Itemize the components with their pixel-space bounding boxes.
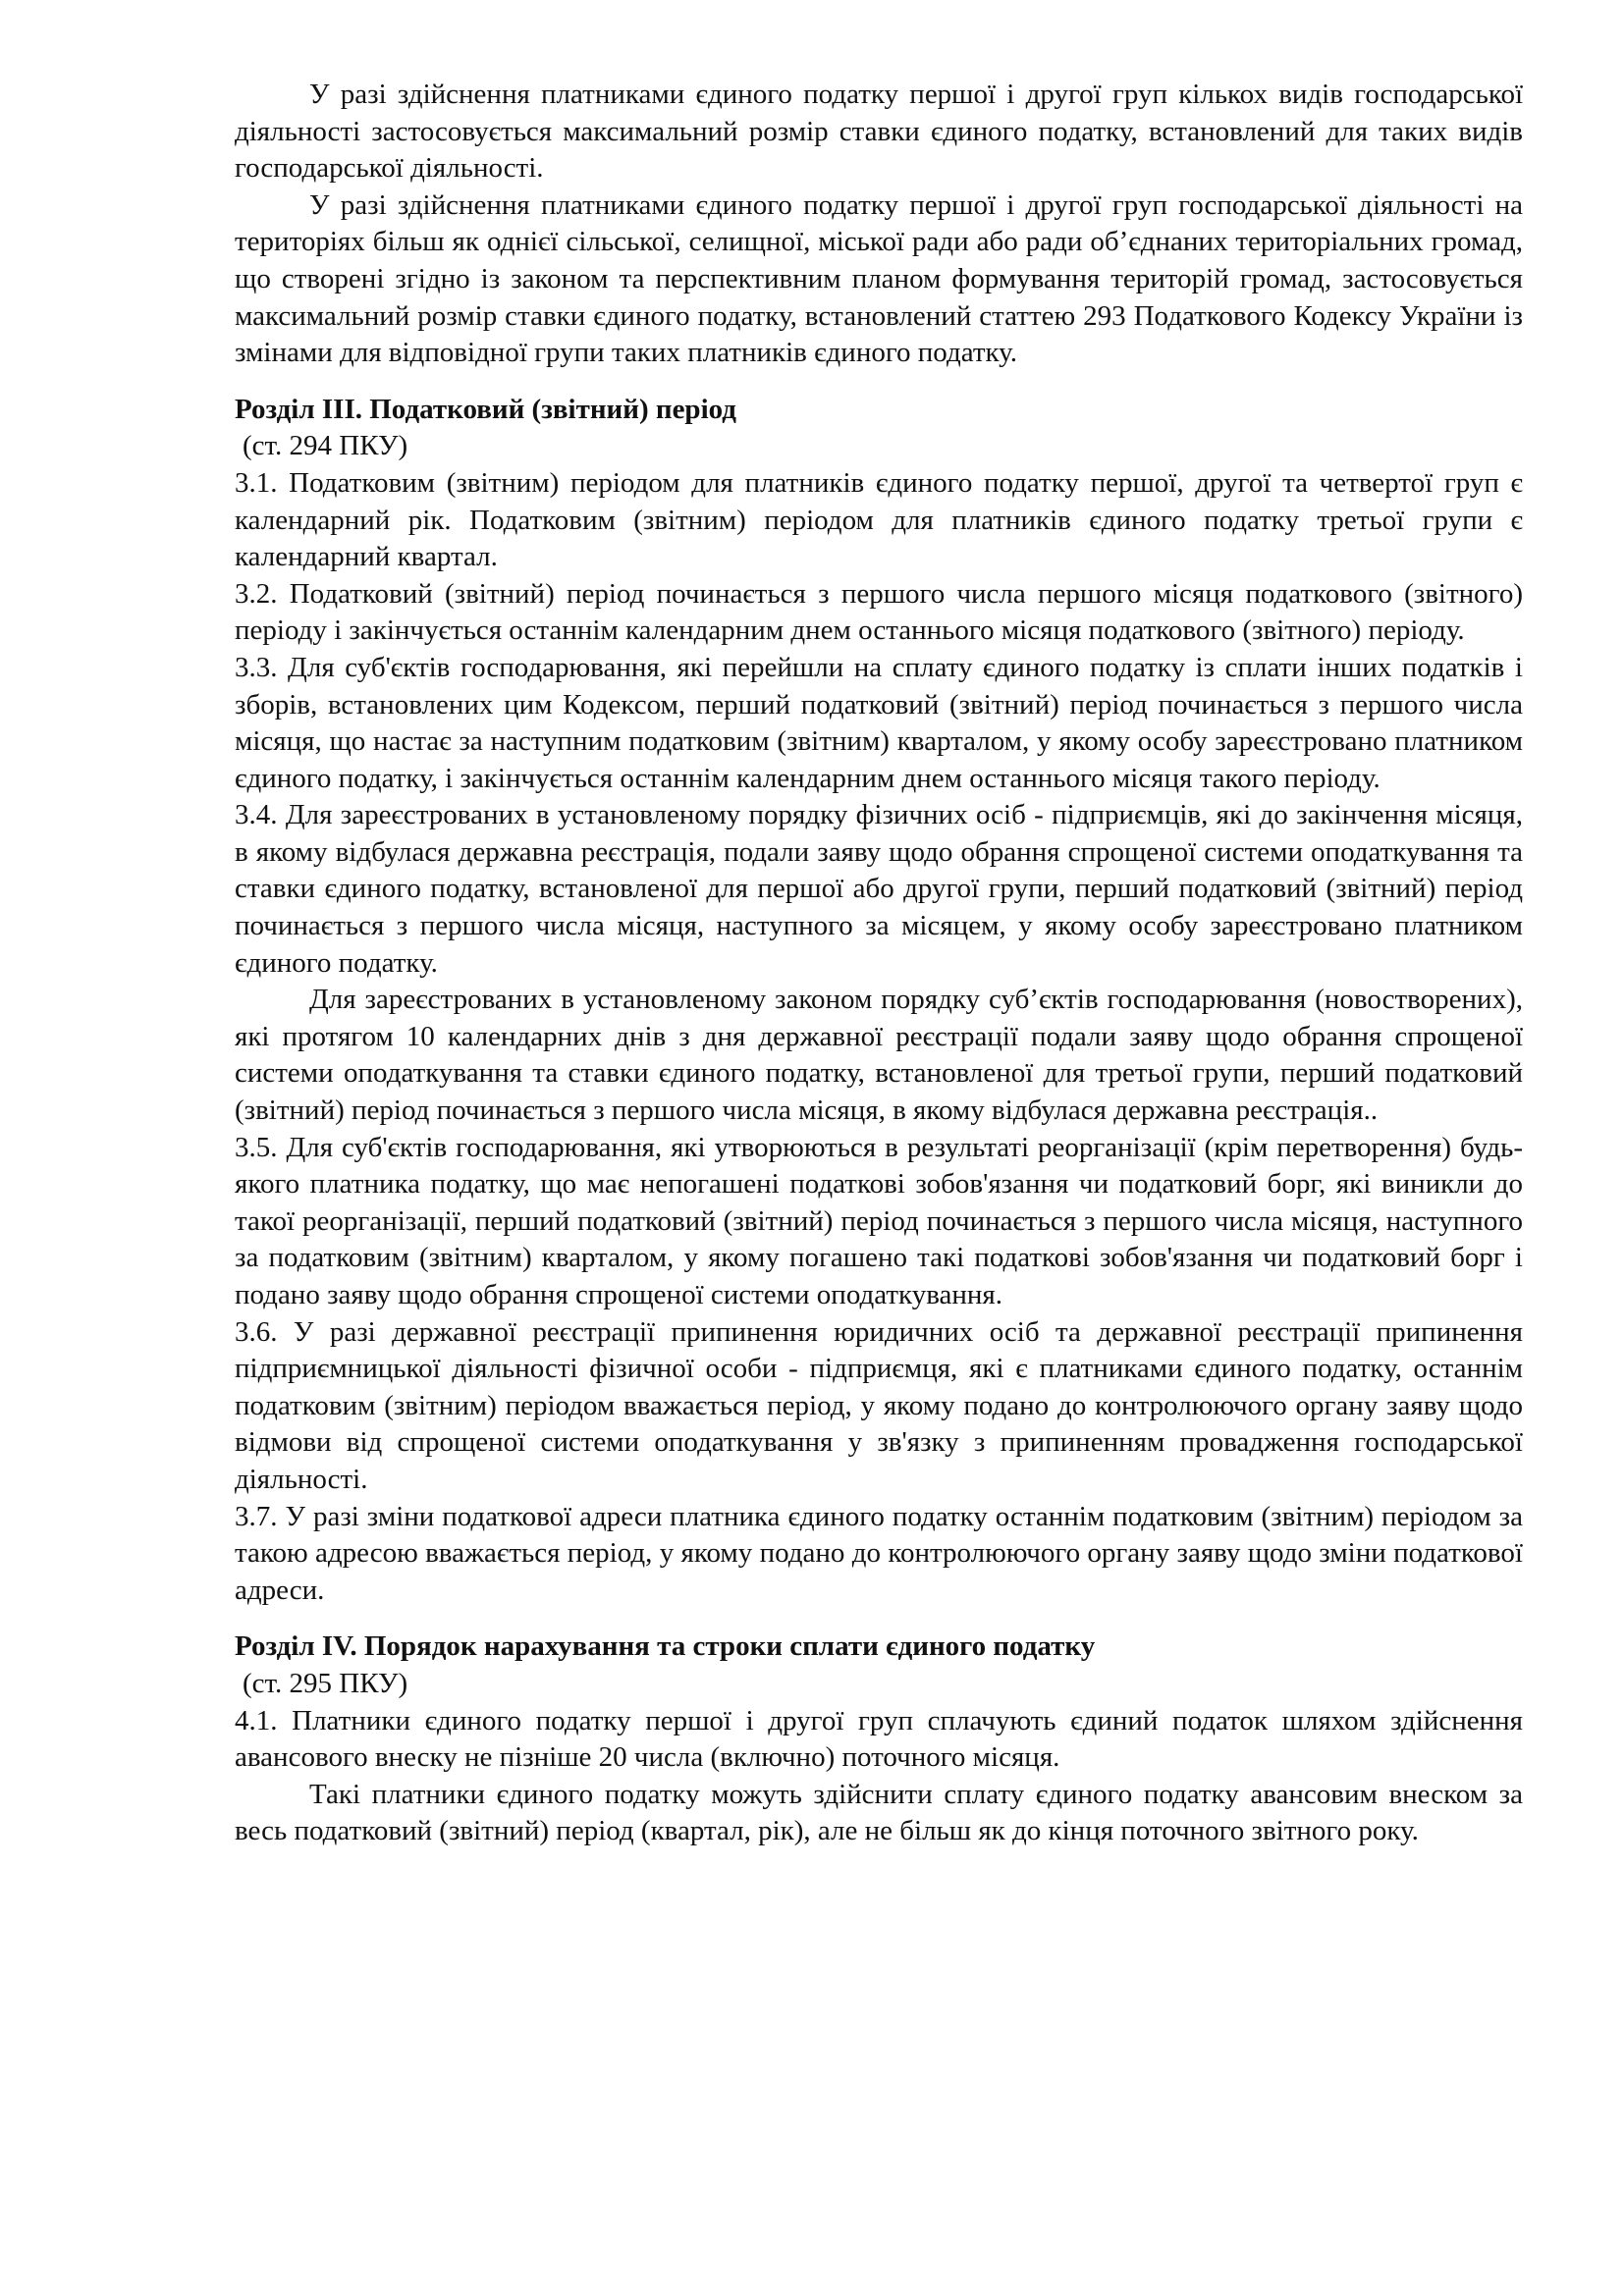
clause-3-3: 3.3. Для суб'єктів господарювання, які перейшли на сплату єдиного податку із сплати інших податків і зборів, встановлених цим Кодексом, перший податковий (звітний) період починається з першого числа місяця, що настає за наступним податковим (звітним) кварталом, у якому особу зареєстровано платником єдиного податку, і закінчується останнім календарним днем останнього місяця такого періоду. (235, 651, 1523, 794)
paragraph-multiple-activities: У разі здійснення платниками єдиного податку першої і другої груп кількох видів господарської діяльності застосовується максимальний розмір ставки єдиного податку, встановлений для таких видів господарської діяльності. (235, 79, 1523, 185)
section-3-heading: Розділ ІІІ. Податковий (звітний) період (235, 393, 736, 425)
clause-3-4: 3.4. Для зареєстрованих в установленому порядку фізичних осіб - підприємців, які до закінчення місяця, в якому відбулася державна реєстрація, подали заяву щодо обрання спрощеної системи оподаткування та ставки єдиного податку, встановленої для першої або другої групи, перший податковий (звітний) період починається з першого числа місяця, наступного за місяцем, у якому особу зареєстровано платником єдиного податку. (235, 799, 1523, 979)
clause-3-1: 3.1. Податковим (звітним) періодом для платників єдиного податку першої, другої та четвертої груп є календарний рік. Податковим (звітним) періодом для платників єдиного податку третьої групи є календарний квартал. (235, 466, 1523, 573)
section-4-heading: Розділ ІV. Порядок нарахування та строки сплати єдиного податку (235, 1630, 1096, 1663)
clause-3-7: 3.7. У разі зміни податкової адреси платника єдиного податку останнім податковим (звітним) періодом за такою адресою вважається період, у якому подано до контролюючого органу заяву щодо зміни податкової адреси. (235, 1500, 1523, 1606)
clause-3-2: 3.2. Податковий (звітний) період починається з першого числа першого місяця податкового (звітного) періоду і закінчується останнім календарним днем останнього місяця податкового (звітного) періоду. (235, 577, 1523, 647)
clause-3-6: 3.6. У разі державної реєстрації припинення юридичних осіб та державної реєстрації припинення підприємницької діяльності фізичної особи - підприємця, які є платниками єдиного податку, останнім податковим (звітним) періодом вважається період, у якому подано до контролюючого органу заяву щодо відмови від спрощеної системи оподаткування у зв'язку з припиненням провадження господарської діяльності. (235, 1315, 1523, 1495)
section-3-article-ref: (ст. 294 ПКУ) (243, 430, 408, 462)
clause-3-5: 3.5. Для суб'єктів господарювання, які утворюються в результаті реорганізації (крім перетворення) будь-якого платника податку, що має непогашені податкові зобов'язання чи податковий борг, які виникли до такої реорганізації, перший податковий (звітний) період починається з першого числа місяця, наступного за податковим (звітним) кварталом, у якому погашено такі податкові зобов'язання чи податковий борг і подано заяву щодо обрання спрощеної системи оподаткування. (235, 1131, 1523, 1310)
clause-3-4-continued: Для зареєстрованих в установленому законом порядку суб’єктів господарювання (новостворених), які протягом 10 календарних днів з дня державної реєстрації подали заяву щодо обрання спрощеної системи оподаткування та ставки єдиного податку, встановленої для третьої групи, перший податковий (звітний) період починається з першого числа місяця, в якому відбулася державна реєстрація.. (235, 984, 1523, 1127)
paragraph-multiple-territories: У разі здійснення платниками єдиного податку першої і другої груп господарської діяльності на територіях більш як однієї сільської, селищної, міської ради або ради об’єднаних територіальних громад, що створені згідно із законом та перспективним планом формування територій громад, застосовується максимальний розмір ставки єдиного податку, встановлений статтею 293 Податкового Кодексу України із змінами для відповідної групи таких платників єдиного податку. (235, 188, 1523, 369)
document-page (235, 77, 1523, 1850)
clause-4-1-continued: Такі платники єдиного податку можуть здійснити сплату єдиного податку авансовим внеском за весь податковий (звітний) період (квартал, рік), але не більш як до кінця поточного звітного року. (235, 1778, 1523, 1847)
section-4-article-ref: (ст. 295 ПКУ) (243, 1667, 408, 1699)
clause-4-1: 4.1. Платники єдиного податку першої і другої груп сплачують єдиний податок шляхом здійснення авансового внеску не пізніше 20 числа (включно) поточного місяця. (235, 1704, 1523, 1774)
